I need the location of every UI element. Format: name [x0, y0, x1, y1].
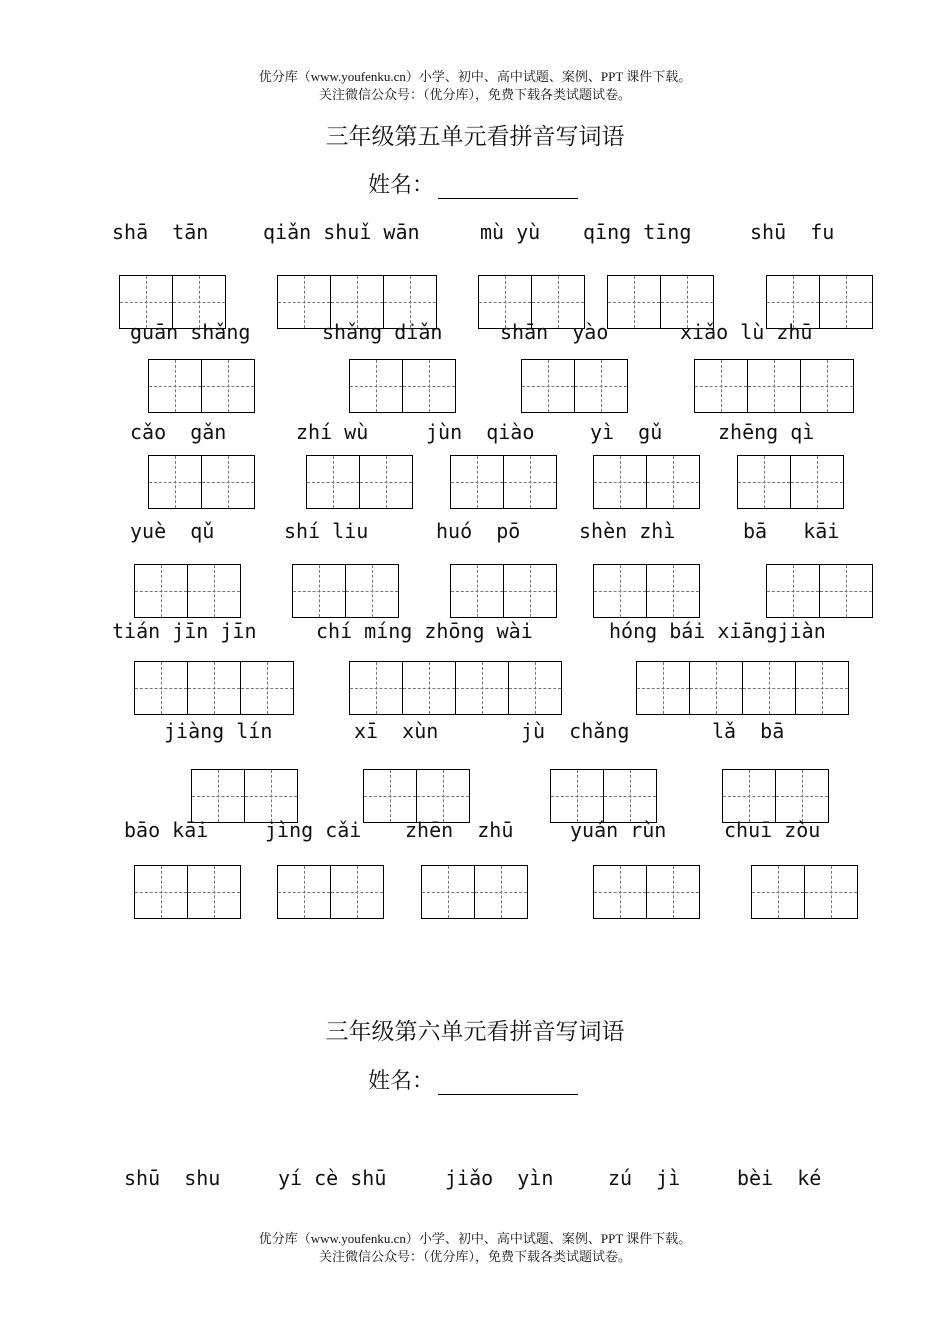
- answer-grid[interactable]: [593, 865, 699, 919]
- pinyin: guān shǎng: [130, 320, 251, 344]
- answer-grid[interactable]: [306, 455, 412, 509]
- pinyin: jù chǎng: [521, 719, 630, 743]
- answer-grid[interactable]: [363, 769, 469, 823]
- answer-grid[interactable]: [349, 661, 561, 715]
- footer-line-2: 关注微信公众号：（优分库），免费下载各类试题试卷。: [318, 1249, 631, 1264]
- name-line[interactable]: [438, 176, 578, 199]
- pinyin: yuán rùn: [570, 818, 667, 842]
- name-label: 姓名：: [368, 1069, 435, 1094]
- unit5-name-field[interactable]: [368, 168, 578, 199]
- pinyin: shèn zhì: [579, 519, 676, 543]
- answer-grid[interactable]: [349, 359, 455, 413]
- pinyin: xī xùn: [354, 719, 439, 743]
- pinyin: tián jīn jīn: [112, 619, 257, 643]
- pinyin: jùn qiào: [426, 420, 535, 444]
- answer-grid[interactable]: [191, 769, 297, 823]
- answer-grid[interactable]: [421, 865, 527, 919]
- pinyin: shū shu: [124, 1166, 221, 1190]
- answer-grid[interactable]: [148, 455, 254, 509]
- name-line[interactable]: [438, 1072, 578, 1095]
- answer-grid[interactable]: [148, 359, 254, 413]
- pinyin: qīng tīng: [583, 220, 692, 244]
- name-label: 姓名：: [368, 173, 435, 198]
- pinyin: shān yào: [500, 320, 609, 344]
- answer-grid[interactable]: [766, 564, 872, 618]
- answer-grid[interactable]: [694, 359, 853, 413]
- answer-grid[interactable]: [521, 359, 627, 413]
- pinyin: chí míng zhōng wài: [316, 619, 533, 643]
- pinyin: zhēng qì: [718, 420, 815, 444]
- answer-grid[interactable]: [450, 455, 556, 509]
- answer-grid[interactable]: [593, 564, 699, 618]
- pinyin: yì gǔ: [590, 420, 663, 444]
- pinyin: lǎ bā: [712, 719, 785, 743]
- pinyin: hóng bái xiāngjiàn: [609, 619, 826, 643]
- pinyin: jiàng lín: [164, 719, 273, 743]
- answer-grid[interactable]: [550, 769, 656, 823]
- header-line-1: 优分库（www.youfenku.cn）小学、初中、高中试题、案例、PPT 课件下载。: [258, 69, 692, 84]
- pinyin: yuè qǔ: [130, 519, 215, 543]
- pinyin: chuī zòu: [724, 818, 821, 842]
- answer-grid[interactable]: [134, 865, 240, 919]
- pinyin: cǎo gǎn: [130, 420, 227, 444]
- pinyin: yí cè shū: [278, 1166, 387, 1190]
- answer-grid[interactable]: [751, 865, 857, 919]
- answer-grid[interactable]: [593, 455, 699, 509]
- answer-grid[interactable]: [134, 564, 240, 618]
- header-line-2: 关注微信公众号：（优分库），免费下载各类试题试卷。: [318, 87, 631, 102]
- pinyin: zhēn zhū: [405, 818, 514, 842]
- unit6-title: 三年级第六单元看拼音写词语: [325, 1019, 625, 1045]
- answer-grid[interactable]: [134, 661, 293, 715]
- pinyin: bèi ké: [737, 1166, 822, 1190]
- pinyin: shū fu: [750, 220, 835, 244]
- pinyin: qiǎn shuǐ wān: [263, 220, 420, 244]
- answer-grid[interactable]: [722, 769, 828, 823]
- pinyin: shí liu: [284, 519, 369, 543]
- pinyin: jiǎo yìn: [445, 1166, 554, 1190]
- pinyin: mù yù: [480, 220, 541, 244]
- footer-line-1: 优分库（www.youfenku.cn）小学、初中、高中试题、案例、PPT 课件下载。: [258, 1231, 692, 1246]
- pinyin: bā kāi: [743, 519, 840, 543]
- unit5-title: 三年级第五单元看拼音写词语: [325, 124, 625, 150]
- unit6-name-field[interactable]: [368, 1064, 578, 1095]
- pinyin: huó pō: [436, 519, 521, 543]
- answer-grid[interactable]: [277, 865, 383, 919]
- pinyin: xiǎo lù zhū: [680, 320, 813, 344]
- answer-grid[interactable]: [737, 455, 843, 509]
- answer-grid[interactable]: [450, 564, 556, 618]
- answer-grid[interactable]: [292, 564, 398, 618]
- pinyin: shǎng diǎn: [322, 320, 443, 344]
- pinyin: jìng cǎi: [265, 818, 362, 842]
- pinyin: zú jì: [608, 1166, 681, 1190]
- answer-grid[interactable]: [636, 661, 848, 715]
- pinyin: bāo kāi: [124, 818, 209, 842]
- pinyin: shā tān: [112, 220, 209, 244]
- pinyin: zhí wù: [296, 420, 369, 444]
